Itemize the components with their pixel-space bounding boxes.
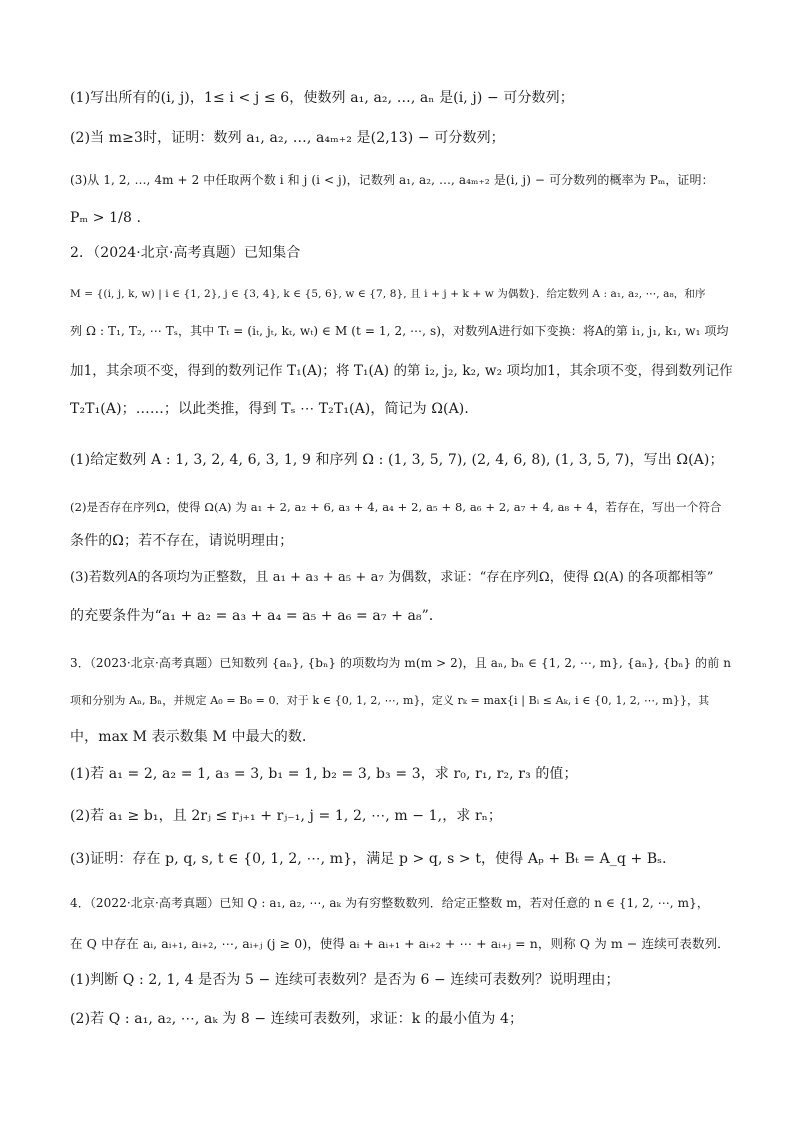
text-line-23: (1)判断 Q : 2, 1, 4 是否为 5 − 连续可表数列？是否为 6 − 连续可表数列？说明理由； xyxy=(70,972,620,988)
text-line-22: 在 Q 中存在 aᵢ, aᵢ₊₁, aᵢ₊₂, ⋯, aᵢ₊ⱼ (j ≥ 0)，使得 aᵢ + aᵢ₊₁ + aᵢ₊₂ + ⋯ + aᵢ₊ⱼ = n，则称 Q 为 m − 连续可表数列． xyxy=(70,936,730,951)
text-line-7: 列 Ω : T₁, T₂, ⋯ Tₛ，其中 Tₜ = (iₜ, jₜ, kₜ, wₜ) ∈ M (t = 1, 2, ⋯, s)，对数列A进行如下变换：将A的第 i₁, j₁, k₁, w₁ 项均 xyxy=(70,324,729,338)
text-line-8: 加1，其余项不变，得到的数列记作 T₁(A)；将 T₁(A) 的第 i₂, j₂, k₂, w₂ 项均加1，其余项不变，得到数列记作 xyxy=(70,363,733,379)
text-line-21: 4．（2022·北京·高考真题）已知 Q : a₁, a₂, ⋯, aₖ 为有穷整数数列．给定正整数 m，若对任意的 n ∈ {1, 2, ⋯, m}， xyxy=(70,896,709,910)
text-line-11: (2)是否存在序列Ω，使得 Ω(A) 为 a₁ + 2, a₂ + 6, a₃ + 4, a₄ + 2, a₅ + 8, a₆ + 2, a₇ + 4, a₈ + 4，若存在，写出一个符合 xyxy=(70,500,722,514)
text-line-12: 条件的Ω；若不存在，请说明理由； xyxy=(70,533,294,549)
text-line-4: Pₘ > 1/8 . xyxy=(70,210,142,226)
text-line-19: (2)若 a₁ ≥ b₁，且 2rⱼ ≤ rⱼ₊₁ + rⱼ₋₁, j = 1, 2, ⋯, m − 1,，求 rₙ； xyxy=(70,808,502,824)
text-line-1: (1)写出所有的(i, j)，1≤ i < j ≤ 6，使数列 a₁, a₂, …, aₙ 是(i, j) − 可分数列； xyxy=(70,90,574,106)
text-line-3: (3)从 1, 2, …, 4m + 2 中任取两个数 i 和 j (i < j)，记数列 a₁, a₂, …, a₄ₘ₊₂ 是(i, j) − 可分数列的概率为 Pₘ，证明： xyxy=(70,173,714,187)
text-line-17: 中，max M 表示数集 M 中最大的数． xyxy=(70,729,317,745)
text-line-14: 的充要条件为“a₁ + a₂ = a₃ + a₄ = a₅ + a₆ = a₇ + a₈”． xyxy=(70,608,444,624)
text-line-6: M = {(i, j, k, w) | i ∈ {1, 2}, j ∈ {3, 4}, k ∈ {5, 6}, w ∈ {7, 8}, 且 i + j + k + w 为偶数}．给定数列 A : a₁, a₂, ⋯, a₈，和序 xyxy=(70,288,706,300)
text-line-9: T₂T₁(A)；……；以此类推，得到 Tₛ ⋯ T₂T₁(A)，简记为 Ω(A)． xyxy=(70,401,479,417)
text-line-2: (2)当 m≥3时，证明：数列 a₁, a₂, …, a₄ₘ₊₂ 是(2,13) − 可分数列； xyxy=(70,130,505,146)
text-line-13: (3)若数列A的各项均为正整数，且 a₁ + a₃ + a₅ + a₇ 为偶数，求证：“存在序列Ω，使得 Ω(A) 的各项都相等” xyxy=(70,570,714,585)
text-line-15: 3．（2023·北京·高考真题）已知数列 {aₙ}, {bₙ} 的项数均为 m(m > 2)，且 aₙ, bₙ ∈ {1, 2, ⋯, m}, {aₙ}, {bₙ} 的前 n xyxy=(70,656,732,670)
text-line-24: (2)若 Q : a₁, a₂, ⋯, aₖ 为 8 − 连续可表数列，求证：k 的最小值为 4； xyxy=(70,1011,524,1027)
text-line-18: (1)若 a₁ = 2, a₂ = 1, a₃ = 3, b₁ = 1, b₂ = 3, b₃ = 3，求 r₀, r₁, r₂, r₃ 的值； xyxy=(70,766,578,782)
text-line-10: (1)给定数列 A : 1, 3, 2, 4, 6, 3, 1, 9 和序列 Ω : (1, 3, 5, 7), (2, 4, 6, 8), (1, 3, 5, 7)，写出 Ω(A)； xyxy=(70,452,724,468)
text-line-5: 2．（2024·北京·高考真题）已知集合 xyxy=(70,245,301,261)
text-line-20: (3)证明：存在 p, q, s, t ∈ {0, 1, 2, ⋯, m}，满足 p > q, s > t，使得 Aₚ + Bₜ = A_q + Bₛ． xyxy=(70,851,677,867)
text-line-16: 项和分别为 Aₙ, Bₙ，并规定 A₀ = B₀ = 0．对于 k ∈ {0, 1, 2, ⋯, m}，定义 rₖ = max{i | Bᵢ ≤ Aₖ, i ∈ {0, 1, 2, ⋯, m}}，其 xyxy=(70,694,710,707)
